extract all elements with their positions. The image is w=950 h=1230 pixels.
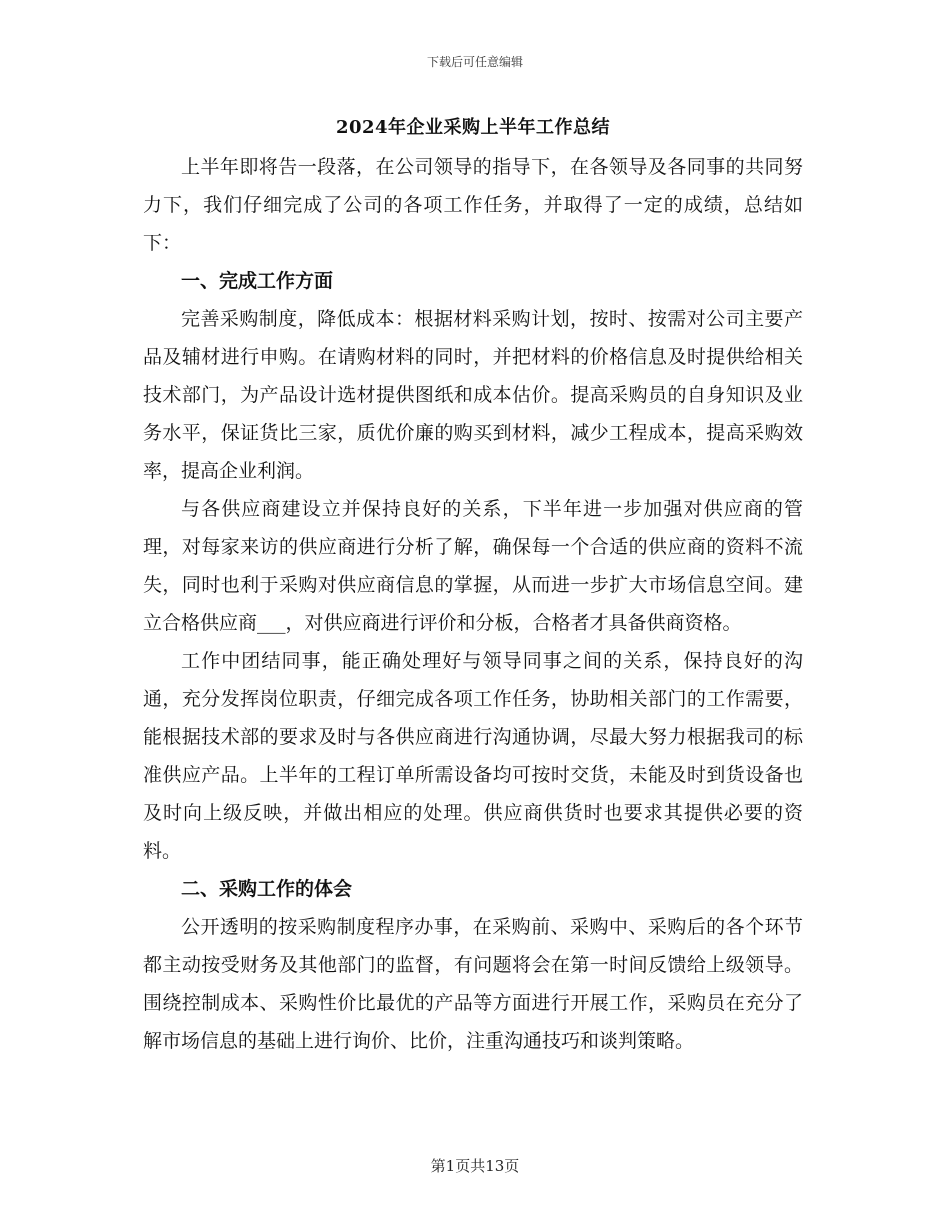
section-2	[143, 870, 803, 1060]
section-1-paragraph-2: 与各供应商建设立并保持良好的关系，下半年进一步加强对供应商的管理，对每家来访的供应商进行分析了解，确保每一个合适的供应商的资料不流失，同时也利于采购对供应商信息的掌握，从而进一步扩大市场信息空间。建立合格供应商___，对供应商进行评价和分板，合格者才具备供商资格。	[143, 498, 803, 634]
document-body	[143, 110, 803, 1060]
section-1	[143, 262, 803, 870]
page-header-note: 下载后可任意编辑	[426, 55, 523, 69]
section-1-paragraph-1: 完善采购制度，降低成本：根据材料采购计划，按时、按需对公司主要产品及辅材进行申购。在请购材料的同时，并把材料的价格信息及时提供给相关技术部门，为产品设计选材提供图纸和成本估价。提高采购员的自身知识及业务水平，保证货比三家，质优价廉的购买到材料，减少工程成本，提高采购效率，提高企业利润。	[143, 308, 803, 482]
intro-paragraph: 上半年即将告一段落，在公司领导的指导下，在各领导及各同事的共同努力下，我们仔细完成了公司的各项工作任务，并取得了一定的成绩，总结如下：	[143, 156, 803, 254]
page-number: 第1页共13页	[430, 1157, 520, 1175]
section-heading: 二、采购工作的体会	[181, 878, 353, 900]
section-2-paragraph-1: 公开透明的按采购制度程序办事，在采购前、采购中、采购后的各个环节都主动按受财务及其他部门的监督，有问题将会在第一时间反馈给上级领导。围绕控制成本、采购性价比最优的产品等方面进行开展工作，采购员在充分了解市场信息的基础上进行询价、比价，注重沟通技巧和谈判策略。	[143, 916, 803, 1052]
section-heading: 一、完成工作方面	[181, 270, 334, 292]
section-1-paragraph-3: 工作中团结同事，能正确处理好与领导同事之间的关系，保持良好的沟通，充分发挥岗位职责，仔细完成各项工作任务，协助相关部门的工作需要，能根据技术部的要求及时与各供应商进行沟通协调，尽最大努力根据我司的标准供应产品。上半年的工程订单所需设备均可按时交货，未能及时到货设备也及时向上级反映，并做出相应的处理。供应商供货时也要求其提供必要的资料。	[143, 650, 803, 862]
document-title: 2024年企业采购上半年工作总结	[335, 117, 611, 138]
